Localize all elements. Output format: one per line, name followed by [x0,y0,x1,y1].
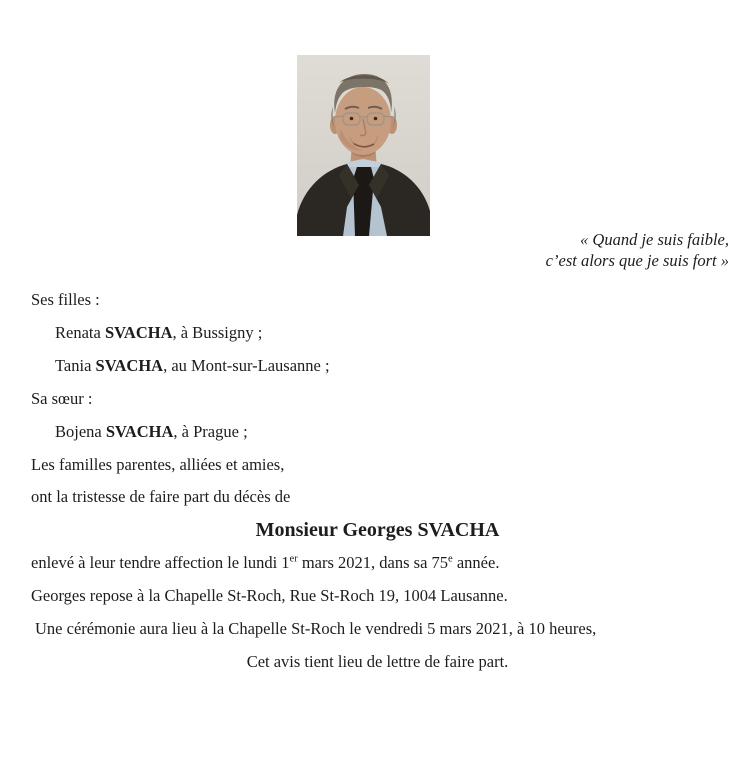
line-familles: Les familles parentes, alliées et amies, [31,454,285,474]
tania-surname: SVACHA [95,355,164,375]
line-renata [0,317,755,350]
line-enleve [0,547,755,580]
line-repose: Georges repose à la Chapelle St-Roch, Rue St-Roch 19, 1004 Lausanne. [31,586,508,606]
enleve-sup1: er [289,553,298,565]
deceased-name: Monsieur Georges SVACHA [255,519,500,542]
line-sa-soeur: Sa sœur : [31,388,93,408]
enleve-sup2: e [448,553,453,565]
portrait-photo [297,55,430,236]
tania-post: , au Mont-sur-Lausanne ; [163,355,330,375]
bojena-pre: Bojena [55,421,106,441]
line-bojena [0,416,755,449]
portrait-photo-image [297,55,430,236]
announcement-body [0,284,755,679]
epigraph-line-2: c’est alors que je suis fort » [545,251,729,270]
tania-pre: Tania [55,355,96,375]
bojena-post: , à Prague ; [173,421,248,441]
epigraph-quote [546,229,729,271]
renata-pre: Renata [55,322,105,342]
renata-post: , à Bussigny ; [172,322,263,342]
line-tristesse: ont la tristesse de faire part du décès de [31,487,291,507]
line-ses-filles: Ses filles : [31,290,100,309]
line-ceremonie: Une cérémonie aura lieu à la Chapelle St-Roch le vendredi 5 mars 2021, à 10 heures, [35,619,597,639]
line-tania [0,350,755,383]
line-avis: Cet avis tient lieu de lettre de faire part. [246,651,509,671]
epigraph-line-1: « Quand je suis faible, [580,230,729,249]
enleve-seg2: mars 2021, dans sa 75 [297,553,449,573]
bojena-surname: SVACHA [105,421,174,441]
renata-surname: SVACHA [104,322,173,342]
enleve-seg3: année. [452,553,500,573]
enleve-seg1: enlevé à leur tendre affection le lundi 1 [31,553,290,573]
